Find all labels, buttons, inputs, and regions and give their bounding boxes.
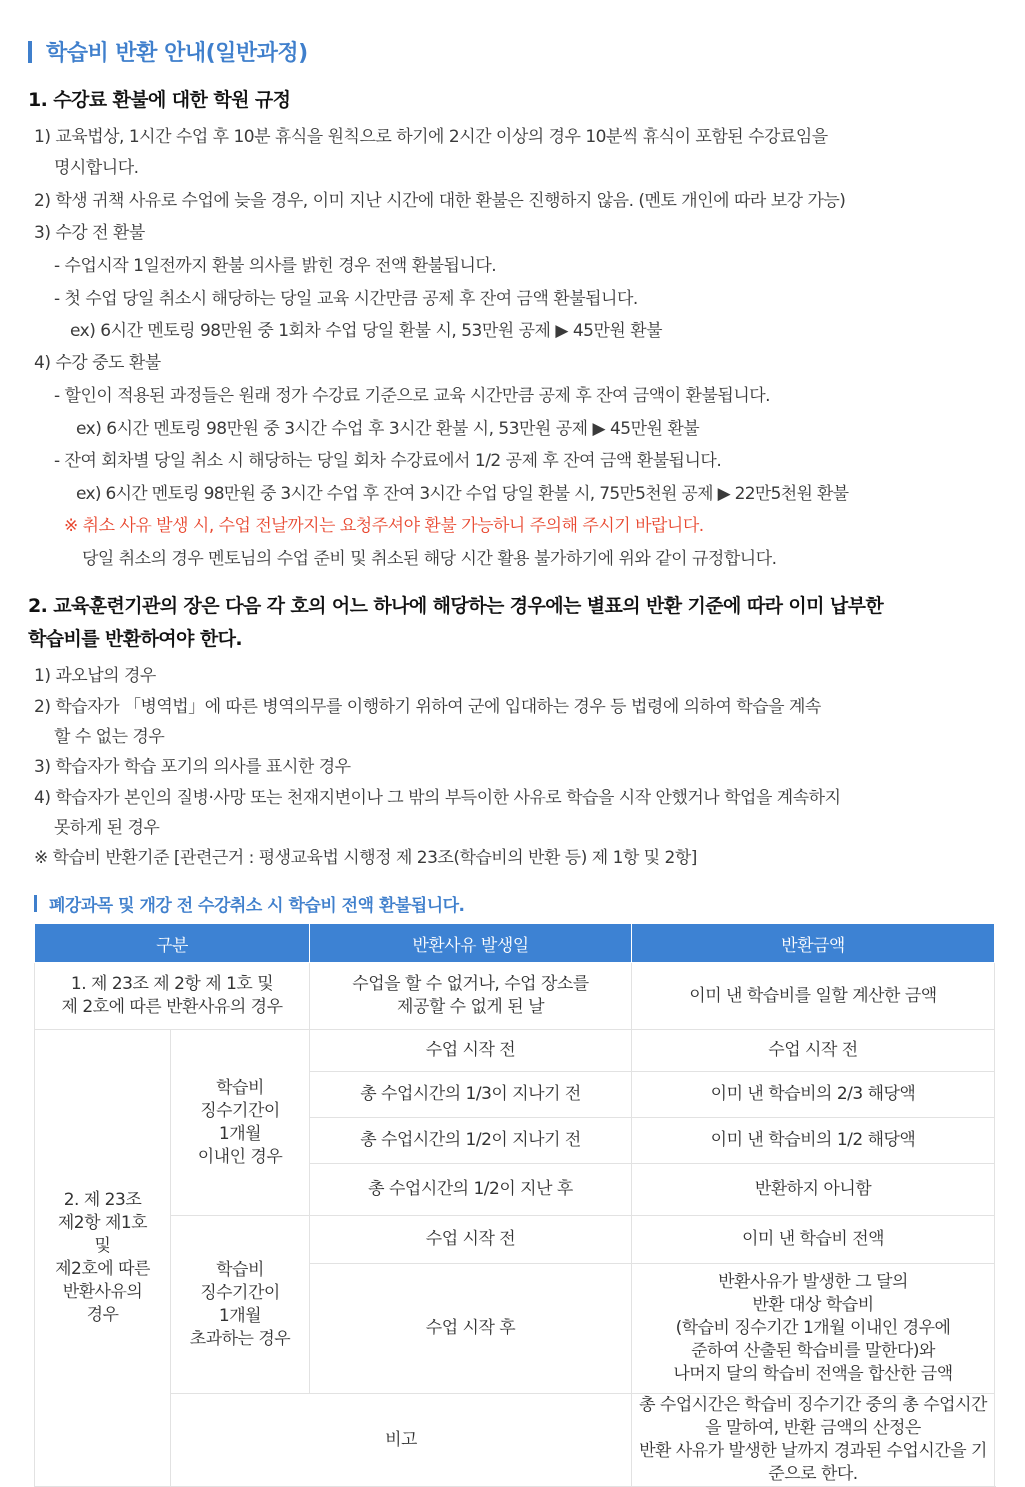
s1-line-7: ex) 6시간 멘토링 98만원 중 1회차 수업 당일 환불 시, 53만원 공제 ▶ 45만원 환불 (70, 321, 663, 341)
sub-a-amount-3: 이미 낸 학습비의 1/2 해당액 (632, 1118, 995, 1164)
s2-line-4: 3) 학습자가 학습 포기의 의사를 표시한 경우 (34, 757, 351, 777)
s1-line-9: - 할인이 적용된 과정들은 원래 정가 수강료 기준으로 교육 시간만큼 공제 후 잔여 금액이 환불됩니다. (54, 386, 771, 406)
s1-line-8: 4) 수강 중도 환불 (34, 353, 161, 373)
sub-b-date-2: 수업 시작 후 (310, 1264, 632, 1394)
sub-a-amount-4: 반환하지 아니함 (632, 1164, 995, 1216)
remark-text: 총 수업시간은 학습비 징수기간 중의 총 수업시간을 말하여, 반환 금액의 산정은 반환 사유가 발생한 날까지 경과된 수업시간을 기준으로 한다. (632, 1394, 995, 1487)
sub-a-amount-1: 수업 시작 전 (632, 1030, 995, 1072)
s1-line-6: - 첫 수업 당일 취소시 해당하는 당일 교육 시간만큼 공제 후 잔여 금액 환불됩니다. (54, 289, 638, 309)
sub-b-date-1: 수업 시작 전 (310, 1216, 632, 1264)
s1-line-3: 2) 학생 귀책 사유로 수업에 늦을 경우, 이미 지난 시간에 대한 환불은 진행하지 않음. (멘토 개인에 따라 보강 가능) (34, 191, 846, 211)
table-row (35, 1216, 995, 1264)
header-category: 구분 (35, 924, 310, 963)
s2-line-1: 1) 과오납의 경우 (34, 666, 156, 686)
section1-heading: 1. 수강료 환불에 대한 학원 규정 (28, 89, 291, 111)
s2-line-5: 4) 학습자가 본인의 질병·사망 또는 천재지변이나 그 밖의 부득이한 사유로 학습을 시작 안했거나 학업을 계속하지 (34, 788, 841, 808)
table-row (35, 963, 995, 1030)
sub-a-date-2: 총 수업시간의 1/3이 지나기 전 (310, 1072, 632, 1118)
page-title (28, 36, 308, 67)
sub-a-amount-2: 이미 낸 학습비의 2/3 해당액 (632, 1072, 995, 1118)
s1-line-1: 1) 교육법상, 1시간 수업 후 10분 휴식을 원칙으로 하기에 2시간 이상의 경우 10분씩 휴식이 포함된 수강료임을 (34, 127, 828, 147)
full-refund-notice (34, 891, 465, 916)
s2-line-3: 할 수 없는 경우 (54, 727, 165, 747)
title-accent-bar (28, 41, 32, 63)
header-refund-amount: 반환금액 (632, 924, 995, 963)
s1-line-5: - 수업시작 1일전까지 환불 의사를 밝힌 경우 전액 환불됩니다. (54, 256, 497, 276)
row1-date: 수업을 할 수 없거나, 수업 장소를 제공할 수 없게 된 날 (310, 963, 632, 1030)
notice-accent-bar (34, 895, 37, 912)
table-header-row (35, 924, 995, 963)
s2-basis-note: ※ 학습비 반환기준 [관련근거 : 평생교육법 시행정 제 23조(학습비의 반환 등) 제 1항 및 2항] (34, 848, 697, 868)
s1-line-10: ex) 6시간 멘토링 98만원 중 3시간 수업 후 3시간 환불 시, 53만원 공제 ▶ 45만원 환불 (76, 419, 700, 439)
full-refund-notice-text: 폐강과목 및 개강 전 수강취소 시 학습비 전액 환불됩니다. (49, 896, 465, 916)
sub-a-date-3: 총 수업시간의 1/2이 지나기 전 (310, 1118, 632, 1164)
row1-category: 1. 제 23조 제 2항 제 1호 및 제 2호에 따른 반환사유의 경우 (35, 963, 310, 1030)
table-row (35, 1394, 995, 1487)
s1-line-12: ex) 6시간 멘토링 98만원 중 3시간 수업 후 잔여 3시간 수업 당일 환불 시, 75만5천원 공제 ▶ 22만5천원 환불 (76, 484, 849, 504)
remark-label: 비고 (171, 1394, 632, 1487)
sub-b-amount-1: 이미 낸 학습비 전액 (632, 1216, 995, 1264)
page-title-text: 학습비 반환 안내(일반과정) (46, 41, 308, 66)
s2-line-2: 2) 학습자가 「병역법」에 따른 병역의무를 이행하기 위하여 군에 입대하는 경우 등 법령에 의하여 학습을 계속 (34, 697, 821, 717)
refund-standard-table (34, 923, 995, 1487)
header-reason-date: 반환사유 발생일 (310, 924, 632, 963)
table-row (35, 1030, 995, 1072)
s1-line-11: - 잔여 회차별 당일 취소 시 해당하는 당일 회차 수강료에서 1/2 공제 후 잔여 금액 환불됩니다. (54, 451, 722, 471)
group2-label: 2. 제 23조 제2항 제1호 및 제2호에 따른 반환사유의 경우 (35, 1030, 171, 1487)
s1-line-4: 3) 수강 전 환불 (34, 223, 145, 243)
s2-line-6: 못하게 된 경우 (54, 818, 160, 838)
sub-b-amount-2: 반환사유가 발생한 그 달의 반환 대상 학습비 (학습비 징수기간 1개월 이내인 경우에 준하여 산출된 학습비를 말한다)와 나머지 달의 학습비 전액을 합산한 금액 (632, 1264, 995, 1394)
section2-heading-2: 학습비를 반환하여야 한다. (28, 628, 242, 650)
row1-amount: 이미 낸 학습비를 일할 계산한 금액 (632, 963, 995, 1030)
s1-line-2: 명시합니다. (54, 158, 139, 178)
s1-line-14: 당일 취소의 경우 멘토님의 수업 준비 및 취소된 해당 시간 활용 불가하기에 위와 같이 규정합니다. (82, 549, 777, 569)
sub-a-date-1: 수업 시작 전 (310, 1030, 632, 1072)
s1-warning-line: ※ 취소 사유 발생 시, 수업 전날까지는 요청주셔야 환불 가능하니 주의해 주시기 바랍니다. (64, 516, 704, 536)
sub-b-label: 학습비 징수기간이 1개월 초과하는 경우 (171, 1216, 310, 1394)
sub-a-date-4: 총 수업시간의 1/2이 지난 후 (310, 1164, 632, 1216)
section2-heading-1: 2. 교육훈련기관의 장은 다음 각 호의 어느 하나에 해당하는 경우에는 별표의 반환 기준에 따라 이미 납부한 (28, 595, 884, 617)
sub-a-label: 학습비 징수기간이 1개월 이내인 경우 (171, 1030, 310, 1216)
